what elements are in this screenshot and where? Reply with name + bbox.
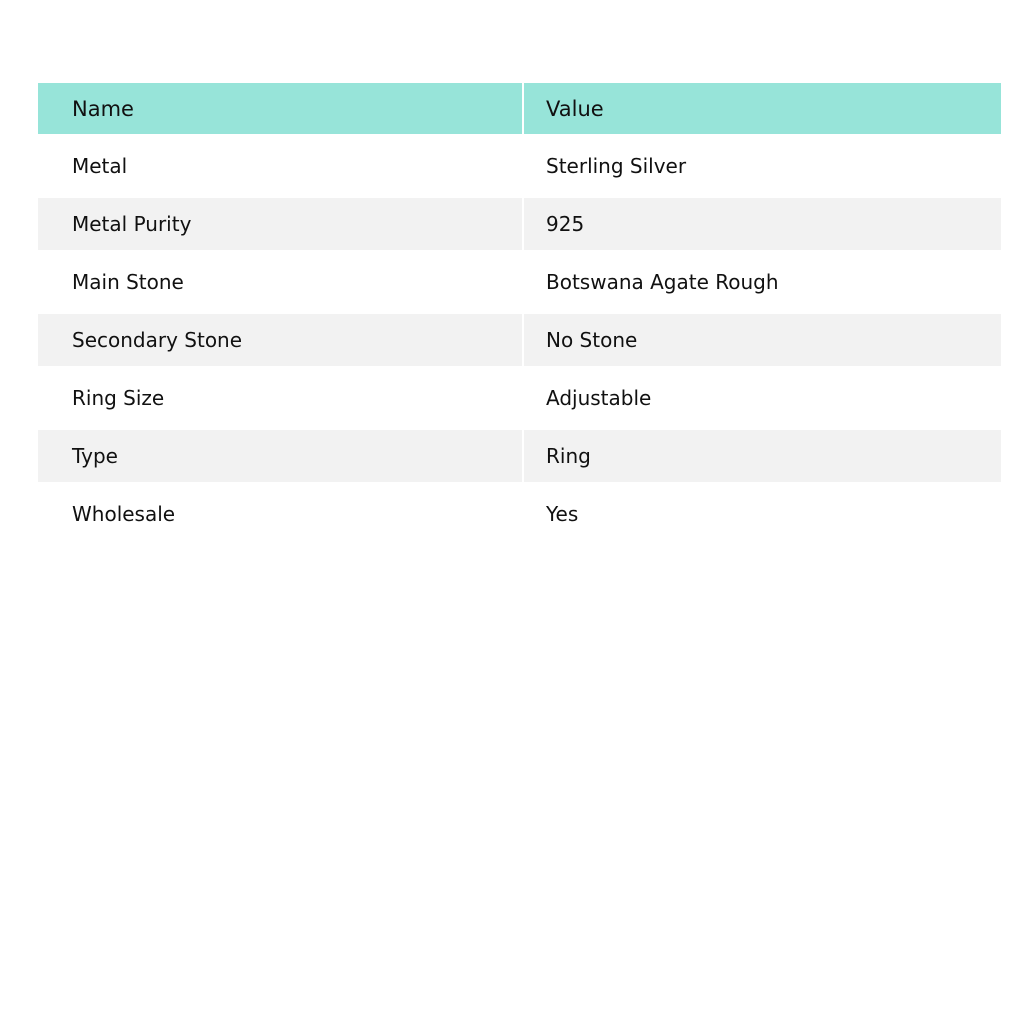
table-row	[38, 314, 1001, 366]
row-name-cell: Type	[38, 430, 523, 482]
table-row	[38, 482, 1001, 546]
row-value-cell: Ring	[523, 430, 1001, 482]
row-name-cell: Secondary Stone	[38, 314, 523, 366]
row-value-cell: 925	[523, 198, 1001, 250]
table-body	[38, 134, 1001, 546]
row-name-cell: Wholesale	[72, 502, 176, 526]
row-name-cell: Main Stone	[72, 270, 184, 294]
header-row	[38, 83, 1001, 134]
row-value-cell: No Stone	[523, 314, 1001, 366]
column-header-value: Value	[523, 83, 1001, 134]
row-name-cell: Metal Purity	[38, 198, 523, 250]
specifications-table	[38, 83, 1001, 546]
row-value-cell: Sterling Silver	[523, 134, 1001, 198]
table-row	[38, 430, 1001, 482]
row-name-cell: Metal	[72, 154, 128, 178]
table-row	[38, 366, 1001, 430]
table-row	[38, 198, 1001, 250]
row-value-cell: Adjustable	[523, 366, 1001, 430]
row-value-cell: Botswana Agate Rough	[523, 250, 1001, 314]
table-row	[38, 250, 1001, 314]
table-row	[38, 134, 1001, 198]
row-value-cell: Yes	[523, 482, 1001, 546]
row-name-cell: Ring Size	[72, 386, 165, 410]
table-header	[38, 83, 1001, 134]
column-header-name: Name	[38, 83, 523, 134]
